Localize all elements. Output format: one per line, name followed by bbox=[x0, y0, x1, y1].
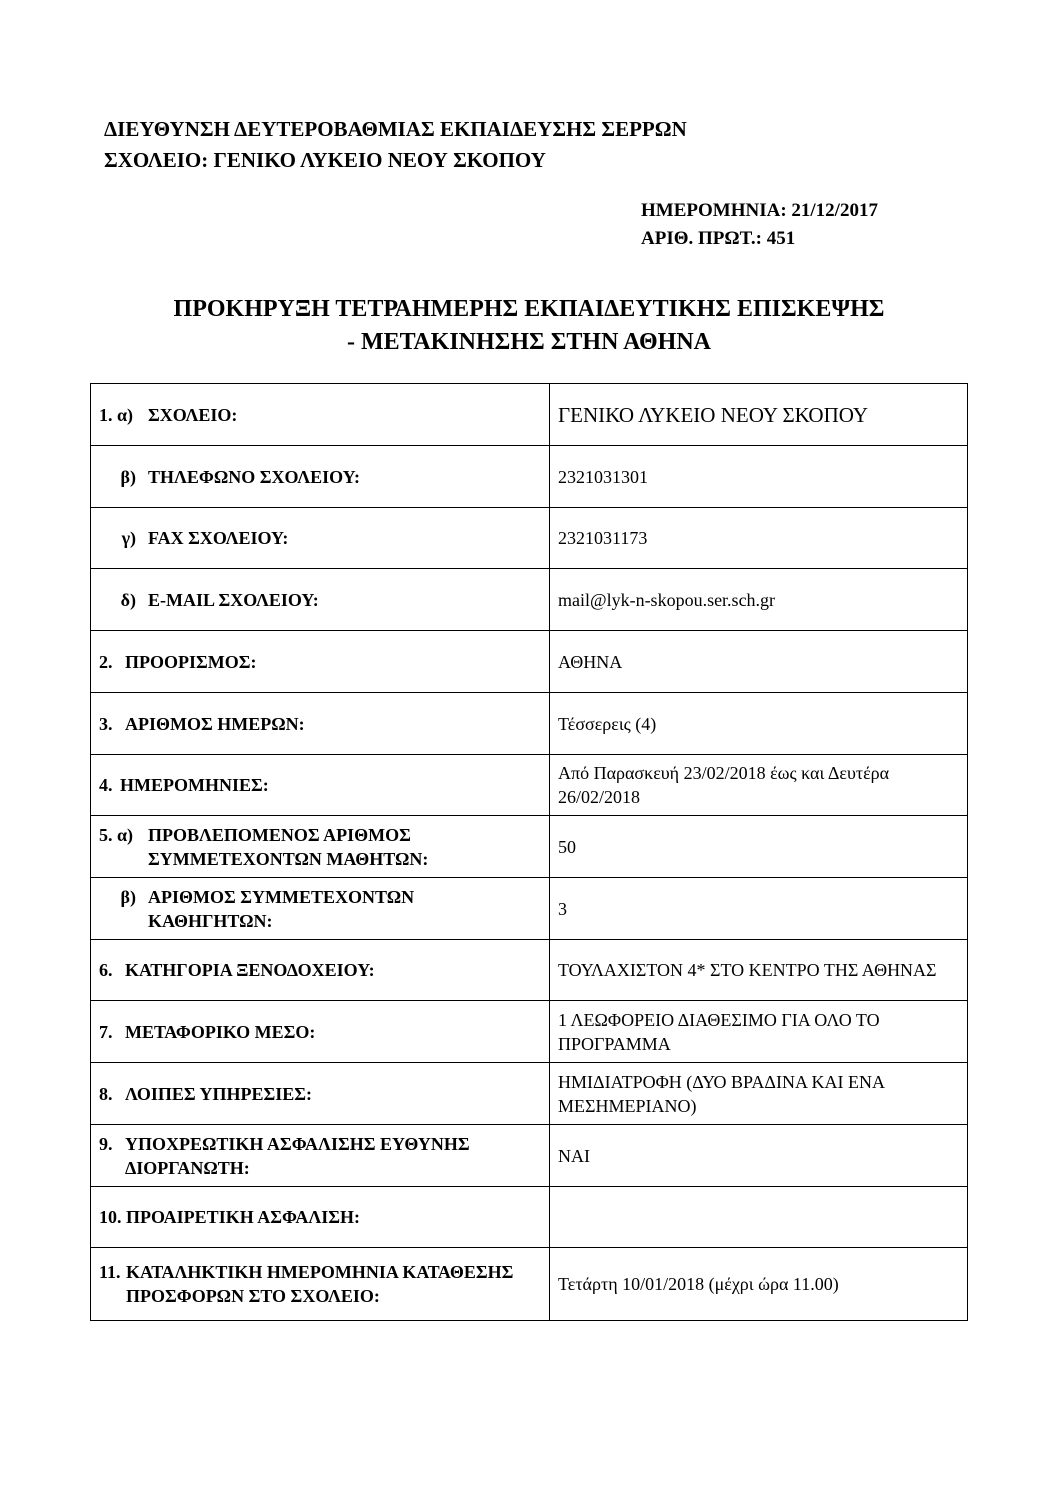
row-number: 6. bbox=[99, 960, 113, 980]
row-value-dates: Από Παρασκευή 23/02/2018 έως και Δευτέρα 26/02/2018 bbox=[550, 755, 968, 816]
row-value-email: mail@lyk-n-skopou.ser.sch.gr bbox=[550, 569, 968, 631]
row-number: 7. bbox=[99, 1021, 113, 1042]
table-row bbox=[91, 1001, 968, 1063]
table-row bbox=[91, 569, 968, 631]
row-label: ΜΕΤΑΦΟΡΙΚΟ ΜΕΣΟ: bbox=[125, 1021, 316, 1042]
row-value-liability-insurance: ΝΑΙ bbox=[550, 1125, 968, 1187]
trip-details-table bbox=[90, 383, 968, 1321]
row-label: ΠΡΟΑΙΡΕΤΙΚΗ ΑΣΦΑΛΙΣΗ: bbox=[126, 1207, 360, 1227]
row-label-cell bbox=[91, 384, 550, 446]
row-label-cell bbox=[91, 508, 550, 569]
row-value-students: 50 bbox=[550, 816, 968, 878]
table-row bbox=[91, 940, 968, 1001]
header-block bbox=[104, 114, 687, 176]
school-heading: ΣΧΟΛΕΙΟ: ΓΕΝΙΚΟ ΛΥΚΕΙΟ ΝΕΟΥ ΣΚΟΠΟΥ bbox=[104, 148, 546, 172]
row-value-teachers: 3 bbox=[550, 878, 968, 940]
row-label: E-MAIL ΣΧΟΛΕΙΟΥ: bbox=[148, 589, 319, 610]
row-number: 9. bbox=[99, 1133, 113, 1154]
row-label: ΤΗΛΕΦΩΝΟ ΣΧΟΛΕΙΟΥ: bbox=[148, 466, 361, 487]
row-label-cell bbox=[91, 1001, 550, 1063]
row-value-fax: 2321031173 bbox=[550, 508, 968, 569]
row-value-phone: 2321031301 bbox=[550, 446, 968, 508]
table-row bbox=[91, 1248, 968, 1321]
row-number: γ) bbox=[121, 528, 136, 548]
row-label-cell bbox=[91, 631, 550, 693]
row-number: δ) bbox=[120, 589, 136, 610]
row-number: 1. α) bbox=[99, 404, 134, 425]
row-number: 5. α) bbox=[99, 824, 134, 845]
table-row bbox=[91, 1125, 968, 1187]
row-number: 8. bbox=[99, 1083, 113, 1104]
row-value-optional-insurance bbox=[550, 1187, 968, 1248]
table-row bbox=[91, 816, 968, 878]
title-line-2: - ΜΕΤΑΚΙΝΗΣΗΣ ΣΤΗΝ ΑΘΗΝΑ bbox=[346, 329, 712, 355]
row-value-destination: ΑΘΗΝΑ bbox=[550, 631, 968, 693]
title-line-1: ΠΡΟΚΗΡΥΞΗ ΤΕΤΡΑΗΜΕΡΗΣ ΕΚΠΑΙΔΕΥΤΙΚΗΣ ΕΠΙΣΚΕΨΗΣ bbox=[173, 296, 885, 322]
table-row bbox=[91, 1187, 968, 1248]
row-label: ΑΡΙΘΜΟΣ ΣΥΜΜΕΤΕΧΟΝΤΩΝ ΚΑΘΗΓΗΤΩΝ: bbox=[148, 886, 415, 931]
row-label-cell bbox=[91, 878, 550, 940]
row-label-cell bbox=[91, 446, 550, 508]
row-label-cell bbox=[91, 693, 550, 755]
table-row bbox=[91, 508, 968, 569]
row-label-cell: 11. ΚΑΤΑΛΗΚΤΙΚΗ ΗΜΕΡΟΜΗΝΙΑ ΚΑΤΑΘΕΣΗΣ ΠΡΟΣΦΟΡΩΝ ΣΤΟ ΣΧΟΛΕΙΟ: bbox=[91, 1248, 550, 1321]
row-label: ΣΧΟΛΕΙΟ: bbox=[148, 404, 238, 425]
table-row bbox=[91, 878, 968, 940]
row-label-cell bbox=[91, 1063, 550, 1125]
row-label-cell bbox=[91, 755, 550, 816]
row-label-cell bbox=[91, 940, 550, 1001]
row-label: ΚΑΤΗΓΟΡΙΑ ΞΕΝΟΔΟΧΕΙΟΥ: bbox=[125, 960, 375, 980]
document-title bbox=[90, 293, 968, 359]
directorate-heading: ΔΙΕΥΘΥΝΣΗ ΔΕΥΤΕΡΟΒΑΘΜΙΑΣ ΕΚΠΑΙΔΕΥΣΗΣ ΣΕΡΡΩΝ bbox=[104, 117, 687, 141]
row-label: FAX ΣΧΟΛΕΙΟΥ: bbox=[148, 528, 289, 548]
row-number: 3. bbox=[99, 713, 113, 734]
row-label: ΗΜΕΡΟΜΗΝΙΕΣ: bbox=[120, 775, 269, 795]
row-number: 4. bbox=[99, 775, 113, 795]
row-value-days: Τέσσερεις (4) bbox=[550, 693, 968, 755]
table-row bbox=[91, 693, 968, 755]
row-label-cell bbox=[91, 569, 550, 631]
row-label: ΠΡΟΒΛΕΠΟΜΕΝΟΣ ΑΡΙΘΜΟΣ ΣΥΜΜΕΤΕΧΟΝΤΩΝ ΜΑΘΗΤΩΝ: bbox=[148, 824, 429, 869]
row-number: β) bbox=[120, 886, 136, 907]
row-value-hotel: ΤΟΥΛΑΧΙΣΤΟΝ 4* ΣΤΟ ΚΕΝΤΡΟ ΤΗΣ ΑΘΗΝΑΣ bbox=[550, 940, 968, 1001]
row-value-transport: 1 ΛΕΩΦΟΡΕΙΟ ΔΙΑΘΕΣΙΜΟ ΓΙΑ ΟΛΟ ΤΟ ΠΡΟΓΡΑΜΜΑ bbox=[550, 1001, 968, 1063]
document-date: ΗΜΕΡΟΜΗΝΙΑ: 21/12/2017 bbox=[641, 200, 878, 221]
table-row bbox=[91, 755, 968, 816]
meta-block bbox=[641, 197, 878, 253]
row-value-services: ΗΜΙΔΙΑΤΡΟΦΗ (ΔΥΟ ΒΡΑΔΙΝΑ ΚΑΙ ΕΝΑ ΜΕΣΗΜΕΡΙΑΝΟ) bbox=[550, 1063, 968, 1125]
row-value-deadline: Τετάρτη 10/01/2018 (μέχρι ώρα 11.00) bbox=[550, 1248, 968, 1321]
row-value-school: ΓΕΝΙΚΟ ΛΥΚΕΙΟ ΝΕΟΥ ΣΚΟΠΟΥ bbox=[550, 384, 968, 446]
row-label: ΚΑΤΑΛΗΚΤΙΚΗ ΗΜΕΡΟΜΗΝΙΑ ΚΑΤΑΘΕΣΗΣ ΠΡΟΣΦΟΡΩΝ ΣΤΟ ΣΧΟΛΕΙΟ: bbox=[126, 1262, 514, 1306]
protocol-number: ΑΡΙΘ. ΠΡΩΤ.: 451 bbox=[641, 228, 796, 249]
row-label-cell bbox=[91, 1125, 550, 1187]
row-number: β) bbox=[120, 466, 136, 487]
row-label-cell: 10. ΠΡΟΑΙΡΕΤΙΚΗ ΑΣΦΑΛΙΣΗ: bbox=[91, 1187, 550, 1248]
row-label-cell bbox=[91, 816, 550, 878]
row-label: ΛΟΙΠΕΣ ΥΠΗΡΕΣΙΕΣ: bbox=[125, 1083, 313, 1104]
table-row bbox=[91, 1063, 968, 1125]
table-row bbox=[91, 631, 968, 693]
row-label: ΥΠΟΧΡΕΩΤΙΚΗ ΑΣΦΑΛΙΣΗΣ ΕΥΘΥΝΗΣ ΔΙΟΡΓΑΝΩΤΗ: bbox=[125, 1133, 470, 1178]
row-number: 2. bbox=[99, 651, 113, 672]
row-label: ΑΡΙΘΜΟΣ ΗΜΕΡΩΝ: bbox=[125, 713, 305, 734]
table-row bbox=[91, 446, 968, 508]
row-label: ΠΡΟΟΡΙΣΜΟΣ: bbox=[125, 651, 257, 672]
table-row bbox=[91, 384, 968, 446]
